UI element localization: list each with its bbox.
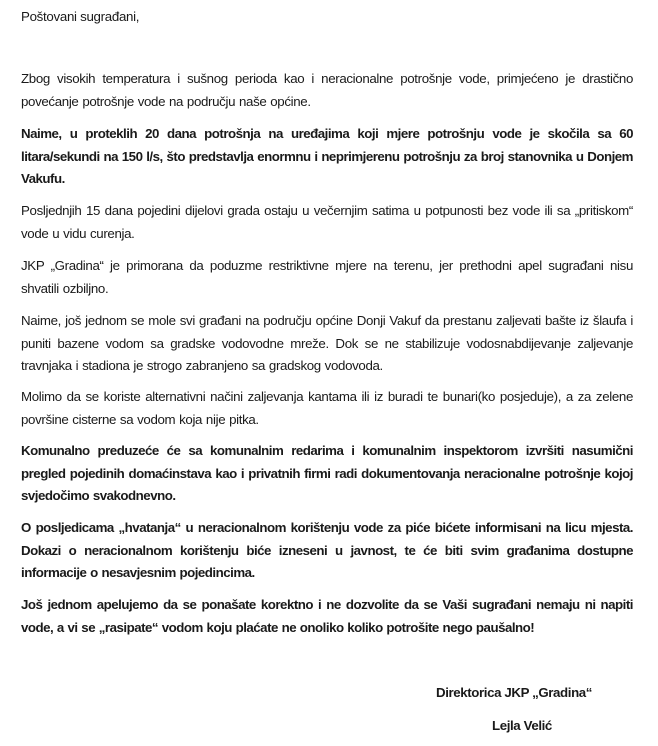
paragraph-consequences: O posljedicama „hvatanja“ u neracionalnom korištenju vode za piće bićete informisani na licu mjesta. Dokazi o neracionalnom korištenju biće izneseni u javnost, te će biti svim građanima dostupne informacije o nesavjesnim pojedincima. — [21, 520, 633, 580]
paragraph-watering-ban: Naime, još jednom se mole svi građani na području općine Donji Vakuf da prestanu zaljevati bašte iz šlaufa i puniti bazene vodom sa gradske vodovodne mreže. Dok se ne stabilizuje vodosnabdijevanje zaljevanje travnjaka i stadiona je strogo zabranjeno sa gradskog vodovoda. — [21, 313, 633, 373]
paragraph-restrictive-measures: JKP „Gradina“ je primorana da poduzme restriktivne mjere na terenu, jer prethodni apel sugrađani nisu shvatili ozbiljno. — [21, 258, 633, 296]
signature-name: Lejla Velić — [492, 718, 552, 733]
paragraph-alternatives: Molimo da se koriste alternativni načini zaljevanja kantama ili iz buradi te bunari(ko posjeduje), a za zelene površine cisterne sa vodom koja nije pitka. — [21, 389, 633, 427]
paragraph-inspections: Komunalno preduzeće će sa komunalnim redarima i komunalnim inspektorom izvršiti nasumični pregled pojedinih domaćinstava kao i privatnih firmi radi dokumentovanja neracionalne potrošnje kojoj svjedočimo svakodnevno. — [21, 443, 633, 503]
paragraph-evening-outages: Posljednjih 15 dana pojedini dijelovi grada ostaju u večernjim satima u potpunosti bez vode ili sa „pritiskom“ vode u vidu curenja. — [21, 203, 633, 241]
paragraph-consumption-stats: Naime, u proteklih 20 dana potrošnja na uređajima koji mjere potrošnju vode je skočila sa 60 litara/sekundi na 150 l/s, što predstavlja enormnu i neprimjerenu potrošnju za broj stanovnika u Donjem Vakufu. — [21, 126, 633, 186]
signature-title: Direktorica JKP „Gradina“ — [436, 685, 593, 700]
paragraph-final-appeal: Još jednom apelujemo da se ponašate korektno i ne dozvolite da se Vaši sugrađani nemaju ni napiti vode, a vi se „rasipate“ vodom koju plaćate ne onoliko koliko potrošite nego paušalno! — [21, 597, 633, 635]
greeting: Poštovani sugrađani, — [21, 9, 140, 24]
paragraph-heat-intro: Zbog visokih temperatura i sušnog perioda kao i neracionalne potrošnje vode, primjećeno je drastično povećanje potrošnje vode na području naše općine. — [21, 71, 633, 109]
